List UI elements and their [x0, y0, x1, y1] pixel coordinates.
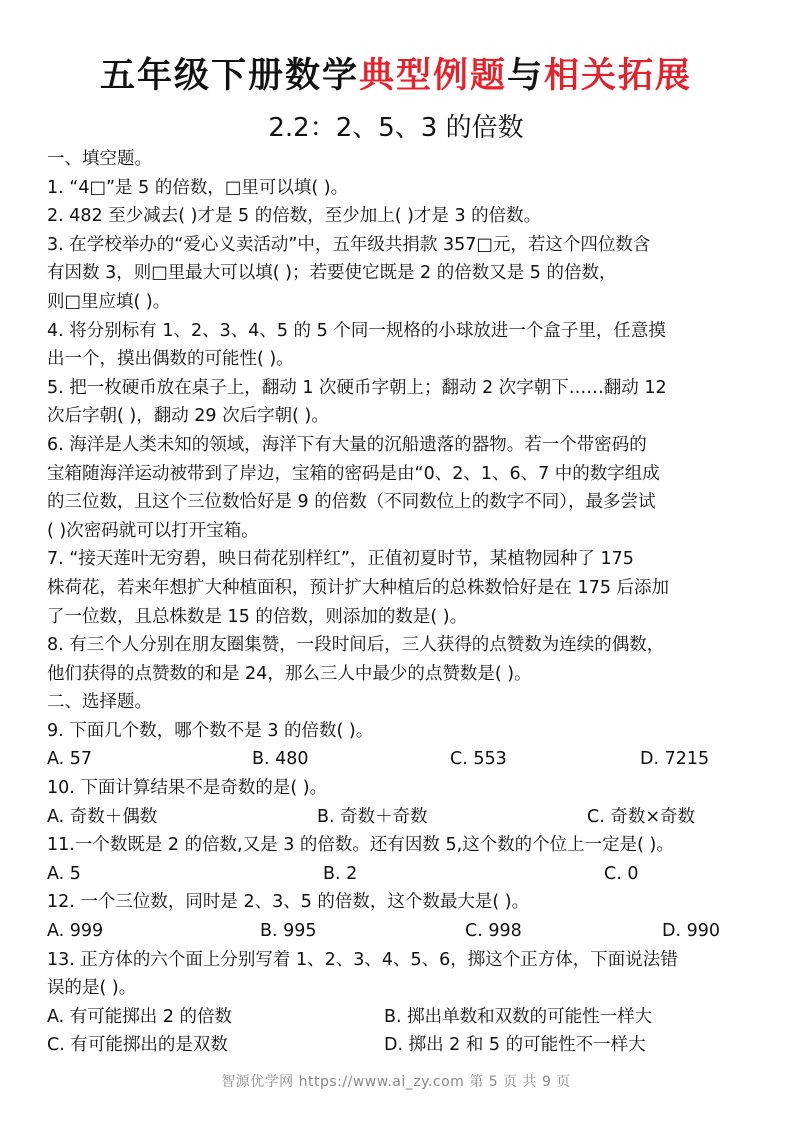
option-a: A. 57 — [47, 749, 93, 770]
option-d: D. 990 — [662, 921, 721, 942]
option-c: C. 奇数×奇数 — [587, 806, 696, 827]
option-a: A. 有可能掷出 2 的倍数 — [47, 1006, 233, 1027]
q10-stem: 10. 下面计算结果不是奇数的是( )。 — [47, 778, 328, 799]
option-b: B. 掷出单数和双数的可能性一样大 — [384, 1006, 653, 1027]
q9-stem: 9. 下面几个数，哪个数不是 3 的倍数( )。 — [47, 720, 374, 741]
question-line: 他们获得的点赞数的和是 24，那么三人中最少的点赞数是( )。 — [47, 663, 532, 684]
option-b: B. 995 — [260, 921, 317, 942]
option-c: C. 0 — [604, 863, 639, 884]
option-a: A. 奇数＋偶数 — [47, 806, 158, 827]
question-line: 2. 482 至少减去( )才是 5 的倍数，至少加上( )才是 3 的倍数。 — [47, 206, 542, 227]
page-title — [0, 52, 792, 100]
question-line: 3. 在学校举办的“爱心义卖活动”中，五年级共捐款 357□元，若这个四位数含 — [47, 234, 651, 255]
question-line: 有因数 3，则□里最大可以填( )；若要使它既是 2 的倍数又是 5 的倍数， — [47, 263, 617, 284]
q13-stem-line-1: 13. 正方体的六个面上分别写着 1、2、3、4、5、6，掷这个正方体，下面说法错 — [47, 949, 678, 970]
q13-options-row-1 — [47, 1003, 759, 1032]
title-part-1: 五年级下册数学 — [99, 56, 359, 96]
worksheet-body — [47, 145, 759, 1060]
question-line: 5. 把一枚硬币放在桌子上，翻动 1 次硬币字朝上；翻动 2 次字朝下……翻动 12 — [47, 377, 667, 398]
option-c: C. 998 — [465, 921, 522, 942]
option-a: A. 999 — [47, 921, 104, 942]
question-line: 的三位数，且这个三位数恰好是 9 的倍数（不同数位上的数字不同），最多尝试 — [47, 492, 656, 513]
question-line: 4. 将分别标有 1、2、3、4、5 的 5 个同一规格的小球放进一个盒子里，任意摸 — [47, 320, 666, 341]
option-d: D. 7215 — [640, 749, 710, 770]
q13-options-row-2 — [47, 1031, 759, 1060]
option-a: A. 5 — [47, 863, 81, 884]
question-line: 1. “4□”是 5 的倍数，□里可以填( )。 — [47, 177, 349, 198]
title-part-2: 典型例题 — [358, 56, 507, 96]
q12-options — [47, 917, 759, 946]
option-d: D. 掷出 2 和 5 的可能性不一样大 — [384, 1035, 646, 1056]
option-b: B. 奇数＋奇数 — [317, 806, 428, 827]
q10-options — [47, 803, 759, 832]
title-part-4: 相关拓展 — [544, 56, 693, 96]
option-b: B. 480 — [252, 749, 309, 770]
question-line: 出一个，摸出偶数的可能性( )。 — [47, 349, 294, 370]
option-b: B. 2 — [323, 863, 358, 884]
title-part-3: 与 — [507, 56, 545, 96]
q11-stem: 11.一个数既是 2 的倍数,又是 3 的倍数。还有因数 5,这个数的个位上一定是( )。 — [47, 835, 674, 856]
q9-options — [47, 745, 759, 774]
question-line: ( )次密码就可以打开宝箱。 — [47, 520, 259, 541]
q13-stem-line-2: 误的是( )。 — [47, 978, 137, 999]
page-footer: 智源优学网 https://www.ai_zy.com 第 5 页 共 9 页 — [221, 1074, 571, 1090]
section-heading-fill-blank: 一、填空题。 — [47, 149, 152, 169]
page-subtitle: 2.2：2、5、3 的倍数 — [268, 113, 524, 143]
question-line: 次后字朝( )，翻动 29 次后字朝( )。 — [47, 406, 329, 427]
question-line: 8. 有三个人分别在朋友圈集赞，一段时间后，三人获得的点赞数为连续的偶数， — [47, 635, 665, 656]
question-line: 6. 海洋是人类未知的领域，海洋下有大量的沉船遗落的器物。若一个带密码的 — [47, 434, 647, 455]
question-line: 7. “接天莲叶无穷碧，映日荷花别样红”，正值初夏时节，某植物园种了 175 — [47, 549, 634, 570]
section-heading-choice: 二、选择题。 — [47, 692, 152, 713]
question-line: 株荷花，若来年想扩大种植面积，预计扩大种植后的总株数恰好是在 175 后添加 — [47, 577, 670, 598]
q12-stem: 12. 一个三位数，同时是 2、3、5 的倍数，这个数最大是( )。 — [47, 892, 530, 913]
q11-options — [47, 860, 759, 889]
question-line: 则□里应填( )。 — [47, 291, 171, 312]
question-line: 了一位数，且总株数是 15 的倍数，则添加的数是( )。 — [47, 606, 468, 627]
question-line: 宝箱随海洋运动被带到了岸边，宝箱的密码是由“0、2、1、6、7 中的数字组成 — [47, 463, 660, 484]
option-c: C. 有可能掷出的是双数 — [47, 1035, 228, 1056]
option-c: C. 553 — [450, 749, 507, 770]
